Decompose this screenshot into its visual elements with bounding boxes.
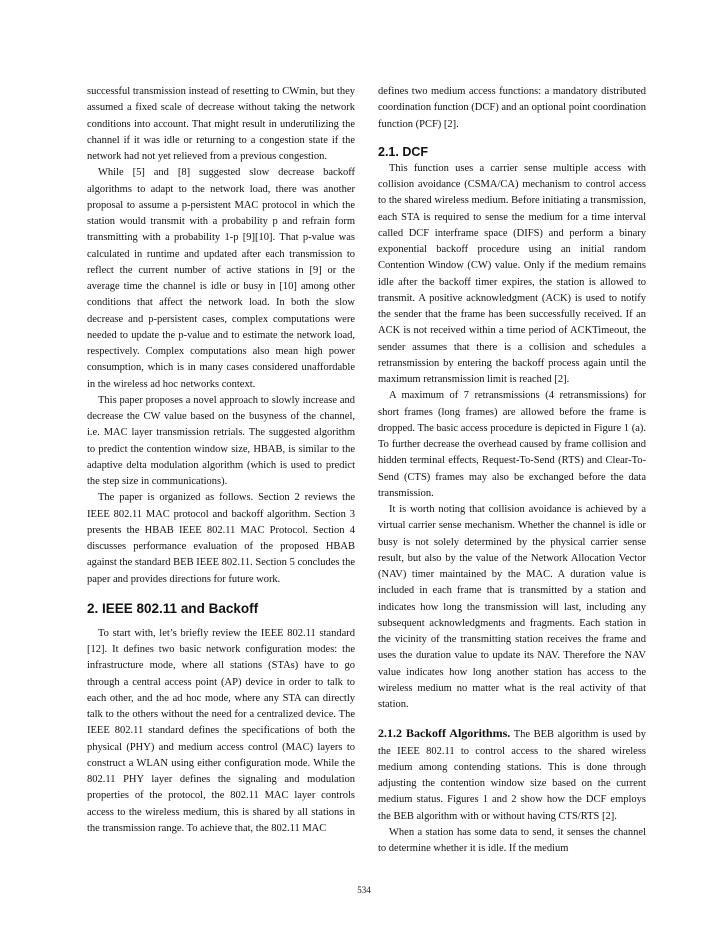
left-paragraph-1: successful transmission instead of resetting to CWmin, but they assumed a fixed scale of decrease without taking the network conditions into account. That might result in underutilizing the channel if it was idle or returning to a congestion state if the network had not yet relieved from a previous congestion. [87, 86, 355, 162]
left-column [87, 84, 355, 837]
section-2-heading: 2. IEEE 802.11 and Backoff [87, 600, 259, 616]
left-paragraph-4: The paper is organized as follows. Section 2 reviews the IEEE 802.11 MAC protocol and backoff algorithm. Section 3 presents the HBAB IEEE 802.11 MAC Protocol. Section 4 discusses performance evaluation of the proposed HBAB against the standard BEB IEEE 802.11. Section 5 concludes the paper and provides directions for future work. [87, 492, 355, 585]
right-column [378, 84, 646, 857]
right-paragraph-6: When a station has some data to send, it senses the channel to determine whether it is idle. If the medium [378, 826, 646, 854]
right-paragraph-1: defines two medium access functions: a mandatory distributed coordination function (DCF) and an optional point coordination function (PCF) [2]. [378, 86, 646, 130]
section-2-1-heading: 2.1. DCF [378, 144, 429, 159]
page-number: 534 [357, 885, 371, 895]
right-paragraph-5-body: The BEB algorithm is used by the IEEE 802.11 to control access to the shared wireless medium among contending stations. This is done through adjusting the contention window size based on the current medium status. Figures 1 and 2 show how the DCF employs the BEB algorithm with or without having CTS/RTS [2]. [378, 729, 646, 822]
right-paragraph-2: This function uses a carrier sense multiple access with collision avoidance (CSMA/CA) mechanism to control access to the shared wireless medium. Before initiating a transmission, each STA is required to sense the medium for a time interval called DCF interframe space (DIFS) and perform a binary exponential backoff procedure using an initial random Contention Window (CW) value. Only if the medium remains idle after the backoff timer expires, the station is allowed to transmit. A positive acknowledgment (ACK) is used to notify the sender that the frame has been successfully received. If an ACK is not received within a time period of ACKTimeout, the sender assumes that there is a collision and schedules a retransmission by entering the backoff process again until the maximum retransmission limit is reached [2]. [378, 162, 646, 385]
right-paragraph-3: A maximum of 7 retransmissions (4 retransmissions) for short frames (long frames) are allowed before the frame is dropped. The basic access procedure is depicted in Figure 1 (a). To further decrease the overhead caused by frame collision and hidden terminal effects, Request-To-Send (RTS) and Clear-To-Send (CTS) frames may also be exchanged before the data transmission. [378, 390, 646, 499]
left-paragraph-5: To start with, let’s briefly review the IEEE 802.11 standard [12]. It defines two basic network configuration modes: the infrastructure mode, where all stations (STAs) have to go through a central access point (AP) device in order to talk to each other, and the ad hoc mode, where any STA can directly talk to the others without the need for a centralized device. The IEEE 802.11 standard defines the specifications of both the physical (PHY) and medium access control (MAC) layers to construct a WLAN using either configuration mode. While the 802.11 PHY layer defines the signaling and modulation properties of the protocol, the 802.11 MAC layer controls access to the wireless medium, this is shared by all stations in the transmission range. To achieve that, the 802.11 MAC [87, 627, 355, 834]
left-paragraph-2: While [5] and [8] suggested slow decrease backoff algorithms to adapt to the network load, there was another proposal to assume a p-persistent MAC protocol in which the station would transmit with a probability p and refrain form transmitting with a probability 1-p [9][10]. That p-value was calculated in runtime and updated after each transmission to reflect the current number of active stations in [9] or the average time the channel is idle or busy in [10] among other conditions that affect the network load. In both the slow decrease and p-persistent cases, complex computations were needed to update the p-value and to estimate the network load, respectively. Complex computations also mean high power consumption, which is in many cases considered unaffordable in the wireless ad hoc networks context. [87, 167, 355, 390]
right-paragraph-5 [378, 725, 646, 825]
right-paragraph-4: It is worth noting that collision avoidance is achieved by a virtual carrier sense mechanism. Whether the channel is idle or busy is not solely determined by the physical carrier sense result, but also by the value of the Network Allocation Vector (NAV) timer maintained by the MAC. A duration value is included in each frame that is transmitted by a station and indicates how long the transmission will last, including any subsequent acknowledgments and fragments. Each station in the vicinity of the transmitting station receives the frame and uses the duration value to update its NAV. Therefore the NAV value indicates how long another station has access to the wireless medium no matter what is the real activity of that station. [378, 504, 646, 710]
left-paragraph-3: This paper proposes a novel approach to slowly increase and decrease the CW value based on the busyness of the channel, i.e. MAC layer transmission retrials. The suggested algorithm to predict the contention window size, HBAB, is similar to the adaptive delta modulation algorithm (which is used to predict the step size in communications). [87, 394, 355, 487]
section-2-1-2-heading: 2.1.2 Backoff Algorithms. [378, 726, 511, 741]
